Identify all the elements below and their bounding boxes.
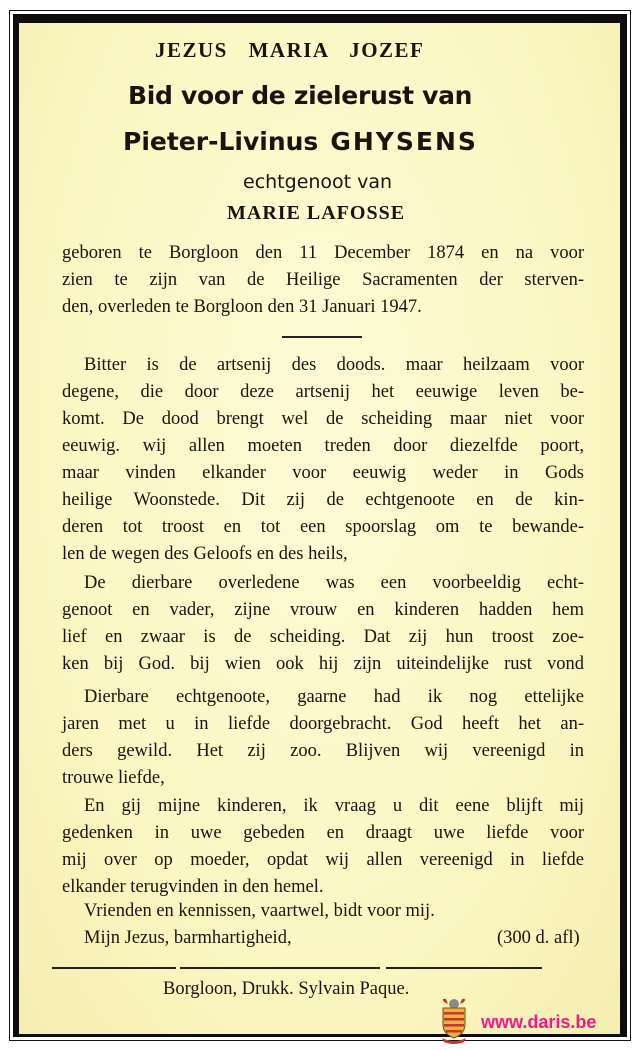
indulgence-note: (300 d. afl) (497, 928, 580, 948)
text-line: trouwe liefde, (62, 768, 165, 788)
text-line: len de wegen des Geloofs en des heils, (62, 544, 348, 564)
footer-rule (386, 967, 542, 969)
text-line: komt. De dood brengt wel de scheiding maar niet voor (62, 409, 584, 429)
coat-of-arms-icon (438, 996, 470, 1044)
meditation-paragraph (62, 352, 584, 568)
text-line: mij over op moeder, opdat wij allen vereenigd in liefde (62, 850, 584, 870)
spouse-name: MARIE LAFOSSE (227, 202, 406, 224)
deceased-given-names: Pieter-Livinus (123, 127, 319, 156)
text-line: En gij mijne kinderen, ik vraag u dit eene blijft mij (84, 796, 584, 816)
text-line: De dierbare overledene was een voorbeeldig echt- (84, 573, 584, 593)
text-line: zien te zijn van de Heilige Sacramenten der sterven- (62, 270, 584, 290)
children-address-paragraph (62, 793, 584, 901)
prayer-request-heading: Bid voor de zielerust van (128, 81, 473, 110)
text-line: eeuwig. wij allen moeten treden door diezelfde poort, (62, 436, 584, 456)
text-line: genoot en vader, zijne vrouw en kinderen hadden hem (62, 600, 584, 620)
text-line: gedenken in uwe gebeden en draagt uwe liefde voor (62, 823, 584, 843)
text-line: heilige Woonstede. Dit zij de echtgenoote en de kin- (62, 490, 584, 510)
spouse-address-paragraph (62, 684, 584, 792)
text-line: maar vinden elkander voor eeuwig weder in Gods (62, 463, 584, 483)
watermark-link[interactable]: www.daris.be (481, 1012, 597, 1032)
ejaculation-prayer: Mijn Jezus, barmhartigheid, (84, 928, 292, 948)
text-line: lief en zwaar is de scheiding. Dat zij hun troost zoe- (62, 627, 584, 647)
birth-death-paragraph (62, 240, 584, 321)
relation-label: echtgenoot van (243, 171, 393, 193)
text-line: Dierbare echtgenoote, gaarne had ik nog ettelijke (84, 687, 584, 707)
section-divider (282, 336, 362, 338)
deceased-surname: GHYSENS (330, 127, 478, 156)
text-line: jaren met u in liefde doorgebracht. God heeft het an- (62, 714, 584, 734)
deceased-name (123, 127, 478, 156)
tribute-paragraph (62, 570, 584, 678)
text-line: Bitter is de artsenij des doods. maar heilzaam voor (84, 355, 584, 375)
text-line: ken bij God. bij wien ook hij zijn uiteindelijke rust vond (62, 654, 584, 674)
text-line: geboren te Borgloon den 11 December 1874 en na voor (62, 243, 584, 263)
text-line: degene, die door deze artsenij het eeuwige leven be- (62, 382, 584, 402)
printer-credit: Borgloon, Drukk. Sylvain Paque. (163, 979, 410, 999)
footer-rule (52, 967, 176, 969)
text-line: deren tot troost en tot een spoorslag om te bewande- (62, 517, 584, 537)
farewell-line: Vrienden en kennissen, vaartwel, bidt voor mij. (84, 901, 435, 921)
invocation-heading: JEZUS MARIA JOZEF (155, 38, 425, 62)
text-line: den, overleden te Borgloon den 31 Januari 1947. (62, 297, 422, 317)
footer-rule (180, 967, 380, 969)
text-line: ders gewild. Het zij zoo. Blijven wij vereenigd in (62, 741, 584, 761)
text-line: elkander terugvinden in den hemel. (62, 877, 324, 897)
